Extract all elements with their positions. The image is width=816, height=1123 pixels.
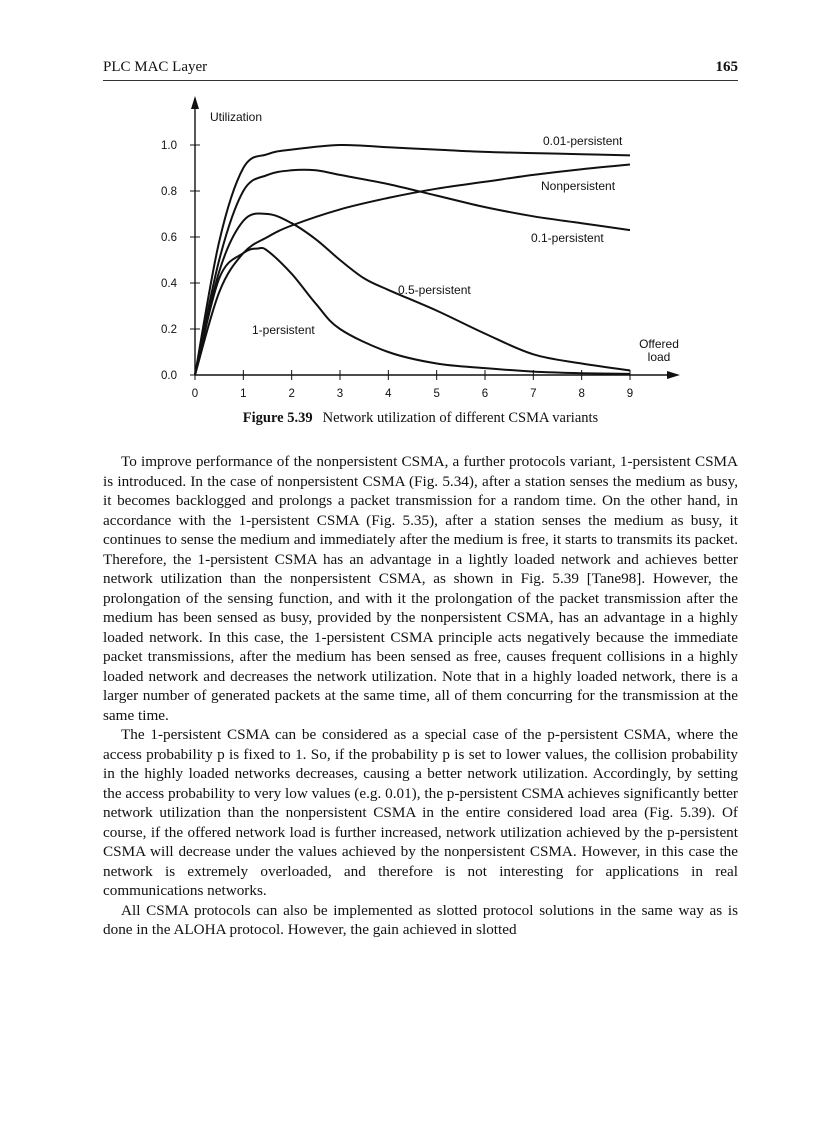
series-label: 0.5-persistent	[398, 283, 471, 297]
x-tick-label: 5	[433, 388, 440, 400]
page-number: 165	[715, 59, 738, 75]
x-axis-arrow	[667, 371, 680, 379]
y-tick-label: 1.0	[161, 140, 177, 152]
x-tick-label: 1	[240, 388, 247, 400]
y-axis-label: Utilization	[210, 110, 263, 124]
chart-labels	[210, 110, 679, 364]
y-tick-label: 0.8	[161, 186, 177, 198]
paragraph-2: The 1-persistent CSMA can be considered as a special case of the p-persistent CSMA, where the access probability p is fixed to 1. So, if the probability p is set to lower values, the collision probability in the highly loaded networks decreases, causing a better network utilization. Accordingly, by setting the access probability to very low values (e.g. 0.01), the p-persistent CSMA achieves significantly better network utilization than the nonpersistent CSMA in the entire considered load area (Fig. 5.39). Of course, if the offered network load is further increased, network utilization achieved by the p-persistent CSMA will decrease under the values achieved by the nonpersistent CSMA. However, in this case the network is extremely overloaded, and therefore is not interesting for applications in real communications networks.	[103, 726, 738, 899]
x-tick-label: 9	[626, 388, 634, 400]
x-tick-label: 4	[385, 388, 392, 400]
running-title: PLC MAC Layer	[103, 59, 208, 75]
x-tick-label: 0	[191, 388, 199, 400]
x-tick-label: 8	[578, 388, 585, 400]
page-header	[103, 58, 738, 81]
x-tick-label: 3	[336, 388, 344, 400]
x-tick-label: 6	[481, 388, 489, 400]
figure-caption-text: Network utilization of different CSMA variants	[322, 410, 599, 426]
figure-caption	[103, 410, 738, 427]
x-axis-label: load	[647, 350, 671, 364]
y-tick-label: 0.0	[161, 370, 177, 382]
series-label: 0.1-persistent	[531, 231, 604, 245]
figure-label: Figure 5.39	[242, 410, 313, 426]
series-label: Nonpersistent	[541, 179, 616, 193]
x-tick-label: 7	[530, 388, 537, 400]
x-tick-label: 2	[288, 388, 295, 400]
utilization-chart	[140, 92, 700, 407]
paragraph-3: All CSMA protocols can also be implemented as slotted protocol solutions in the same way as is done in the ALOHA protocol. However, the gain achieved in slotted	[103, 901, 738, 938]
y-axis-arrow	[191, 96, 199, 109]
y-tick-label: 0.4	[161, 278, 177, 290]
y-tick-label: 0.6	[161, 232, 177, 244]
series-line-0-1-persistent	[195, 170, 630, 375]
paragraph-1: To improve performance of the nonpersistent CSMA, a further protocols variant, 1-persistent CSMA is introduced. In the case of nonpersistent CSMA (Fig. 5.34), after a station senses the medium as busy, it becomes backlogged and prolongs a packet transmission for a random time. On the other hand, in accordance with the 1-persistent CSMA (Fig. 5.35), after a station senses the medium as busy, it continues to sense the medium and immediately after the medium is free, it starts to transmits its packet. Therefore, the 1-persistent CSMA has an advantage in a lightly loaded network and achieves better network utilization than the nonpersistent CSMA, as shown in Fig. 5.39 [Tane98]. However, the prolongation of the sensing function, and with it the prolongation of the packet transmission after the medium has been sensed as busy, provided by the nonpersistent CSMA, has an advantage in a highly loaded network. In this case, the 1-persistent CSMA principle acts negatively because the immediate packet transmissions, after the medium has been sensed as free, causes frequent collisions in a highly loaded network and decreases the network utilization. Note that in a highly loaded network, there is a larger number of generated packets at the same time, all of them concurring for the transmission at the same time.	[103, 453, 738, 724]
y-tick-label: 0.2	[161, 324, 177, 336]
series-label: 1-persistent	[252, 323, 315, 337]
series-label: 0.01-persistent	[543, 134, 623, 148]
series-line-nonpersistent	[195, 165, 630, 376]
x-axis-label: Offered	[639, 337, 679, 351]
series-line-1-persistent	[195, 248, 630, 375]
body-text	[103, 452, 738, 940]
